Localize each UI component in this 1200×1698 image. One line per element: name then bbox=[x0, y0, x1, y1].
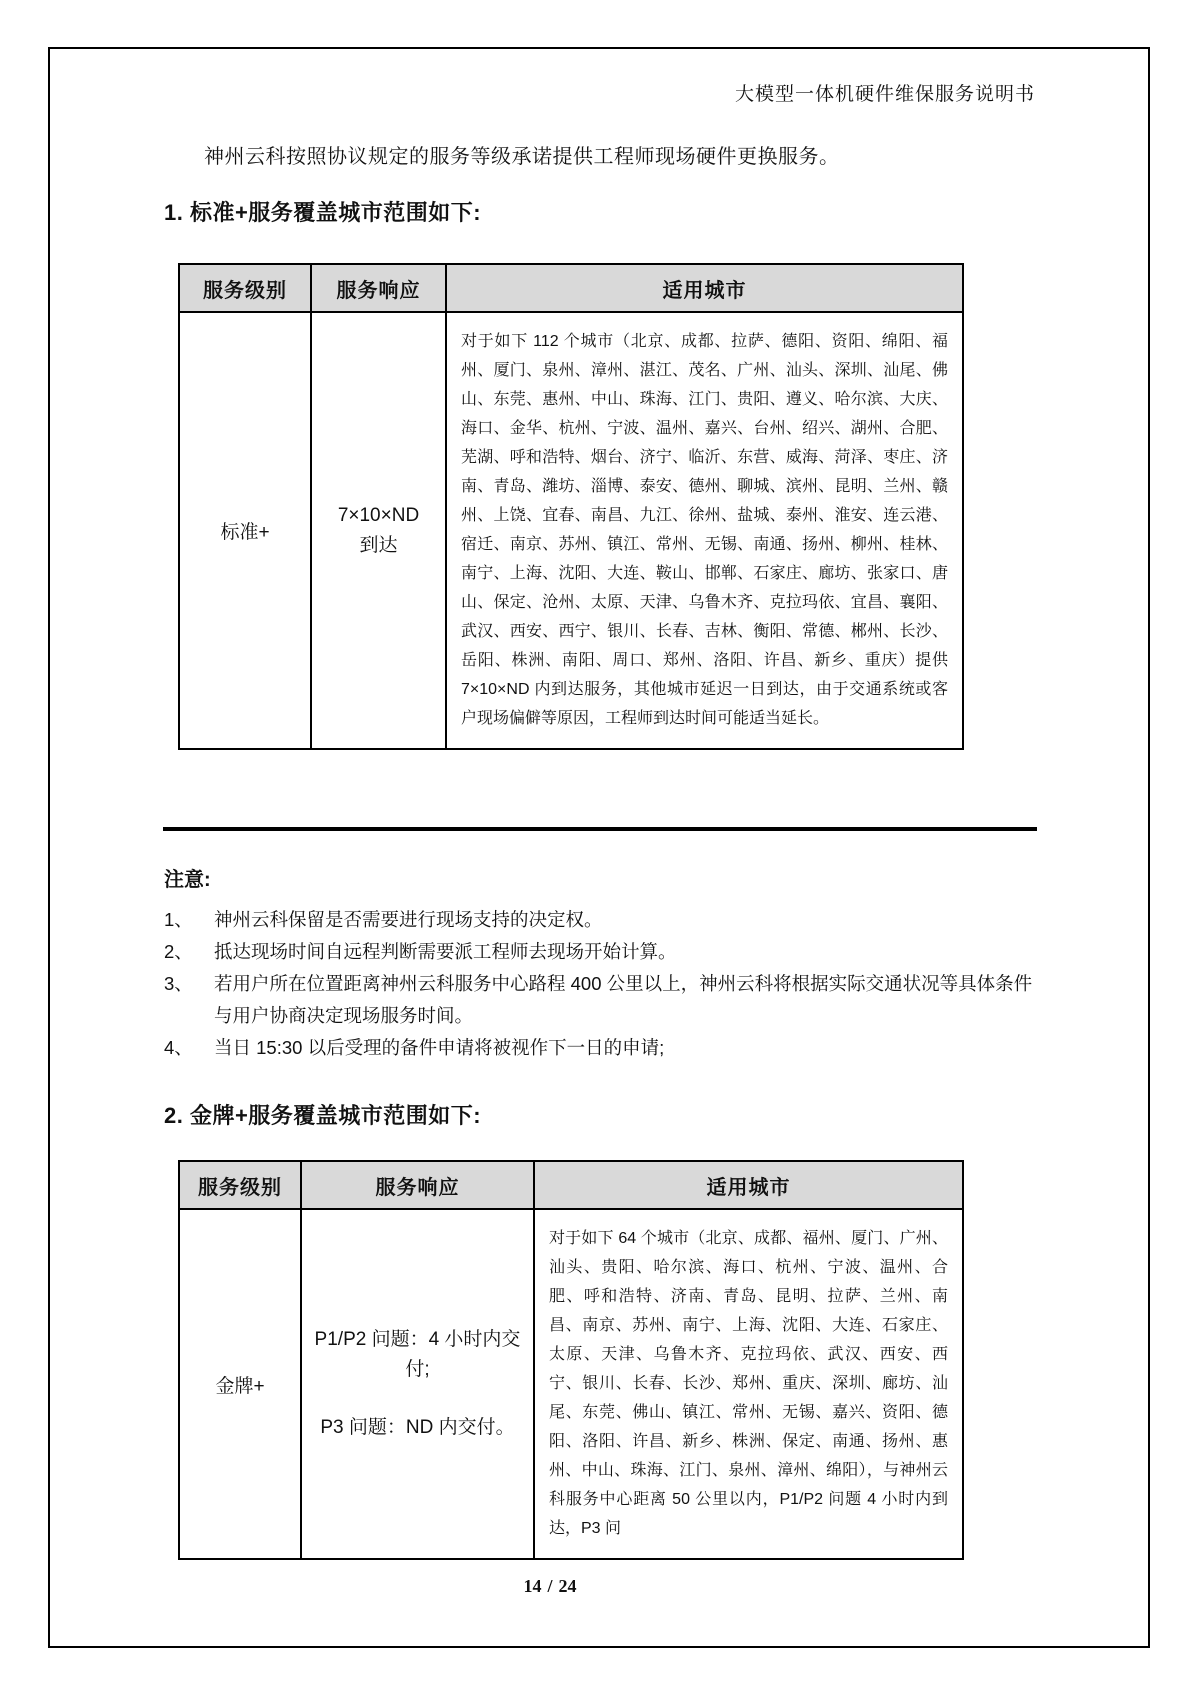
note-item bbox=[164, 936, 1042, 968]
section-divider-rule bbox=[163, 827, 1037, 831]
page-number-current: 14 bbox=[523, 1576, 542, 1596]
document-header-title: 大模型一体机硬件维保服务说明书 bbox=[734, 84, 1035, 105]
note-number: 1、 bbox=[164, 909, 193, 930]
note-number: 2、 bbox=[164, 941, 193, 962]
column-header-service-level: 服务级别 bbox=[179, 264, 311, 312]
table-row-gold bbox=[179, 1209, 963, 1559]
table-header-row bbox=[179, 264, 963, 312]
table-header-row bbox=[179, 1161, 963, 1209]
page-number-total: 24 bbox=[558, 1576, 577, 1596]
section-2-heading: 2. 金牌+服务覆盖城市范围如下: bbox=[164, 1103, 482, 1128]
standard-service-table bbox=[178, 263, 964, 750]
column-header-service-response: 服务响应 bbox=[311, 264, 446, 312]
note-text: 神州云科保留是否需要进行现场支持的决定权。 bbox=[214, 909, 603, 930]
cell-service-level: 标准+ bbox=[179, 312, 311, 749]
notes-label: 注意: bbox=[164, 869, 211, 891]
note-item bbox=[164, 1032, 1042, 1064]
service-response-line: P1/P2 问题：4 小时内交付; bbox=[314, 1329, 521, 1380]
column-header-applicable-cities: 适用城市 bbox=[534, 1161, 963, 1209]
note-item bbox=[164, 904, 1042, 936]
note-text: 抵达现场时间自远程判断需要派工程师去现场开始计算。 bbox=[214, 941, 677, 962]
note-number: 3、 bbox=[164, 973, 193, 994]
gold-service-table bbox=[178, 1160, 964, 1560]
column-header-service-level: 服务级别 bbox=[179, 1161, 301, 1209]
table-row-standard bbox=[179, 312, 963, 749]
cell-applicable-cities: 对于如下 112 个城市（北京、成都、拉萨、德阳、资阳、绵阳、福州、厦门、泉州、漳州、湛江、茂名、广州、汕头、深圳、汕尾、佛山、东莞、惠州、中山、珠海、江门、贵阳、遵义、哈尔滨、大庆、海口、金华、杭州、宁波、温州、嘉兴、台州、绍兴、湖州、合肥、芜湖、呼和浩特、烟台、济宁、临沂、东营、威海、菏泽、枣庄、济南、青岛、潍坊、淄博、泰安、德州、聊城、滨州、昆明、兰州、赣州、上饶、宜春、南昌、九江、徐州、盐城、泰州、淮安、连云港、宿迁、南京、苏州、镇江、常州、无锡、南通、扬州、柳州、桂林、南宁、上海、沈阳、大连、鞍山、邯郸、石家庄、廊坊、张家口、唐山、保定、沧州、太原、天津、乌鲁木齐、克拉玛依、宜昌、襄阳、武汉、西安、西宁、银川、长春、吉林、衡阳、常德、郴州、长沙、岳阳、株洲、南阳、周口、郑州、洛阳、许昌、新乡、重庆）提供 7×10×ND 内到达服务，其他城市延迟一日到达，由于交通系统或客户现场偏僻等原因，工程师到达时间可能适当延长。 bbox=[446, 312, 963, 749]
intro-paragraph: 神州云科按照协议规定的服务等级承诺提供工程师现场硬件更换服务。 bbox=[204, 146, 840, 168]
notes-list bbox=[164, 904, 1042, 1064]
cell-service-level: 金牌+ bbox=[179, 1209, 301, 1559]
cell-service-response bbox=[301, 1209, 534, 1559]
service-response-line: P3 问题：ND 内交付。 bbox=[320, 1417, 515, 1438]
note-number: 4、 bbox=[164, 1037, 193, 1058]
column-header-applicable-cities: 适用城市 bbox=[446, 264, 963, 312]
service-response-line: 到达 bbox=[359, 534, 398, 556]
service-response-line: 7×10×ND bbox=[337, 504, 420, 526]
note-item bbox=[164, 968, 1042, 1032]
section-1-heading: 1. 标准+服务覆盖城市范围如下: bbox=[164, 200, 482, 225]
column-header-service-response: 服务响应 bbox=[301, 1161, 534, 1209]
note-text: 当日 15:30 以后受理的备件申请将被视作下一日的申请; bbox=[214, 1037, 665, 1058]
cell-service-response bbox=[311, 312, 446, 749]
page-number-divider: / bbox=[547, 1576, 553, 1596]
page-footer bbox=[0, 1576, 1100, 1597]
cell-applicable-cities: 对于如下 64 个城市（北京、成都、福州、厦门、广州、汕头、贵阳、哈尔滨、海口、杭州、宁波、温州、合肥、呼和浩特、济南、青岛、昆明、拉萨、兰州、南昌、南京、苏州、南宁、上海、沈阳、大连、石家庄、太原、天津、乌鲁木齐、克拉玛依、武汉、西安、西宁、银川、长春、长沙、郑州、重庆、深圳、廊坊、汕尾、东莞、佛山、镇江、常州、无锡、嘉兴、资阳、德阳、洛阳、许昌、新乡、株洲、保定、南通、扬州、惠州、中山、珠海、江门、泉州、漳州、绵阳），与神州云科服务中心距离 50 公里以内，P1/P2 问题 4 小时内到达，P3 问 bbox=[534, 1209, 963, 1559]
note-text: 若用户所在位置距离神州云科服务中心路程 400 公里以上，神州云科将根据实际交通状况等具体条件与用户协商决定现场服务时间。 bbox=[214, 973, 1033, 1026]
